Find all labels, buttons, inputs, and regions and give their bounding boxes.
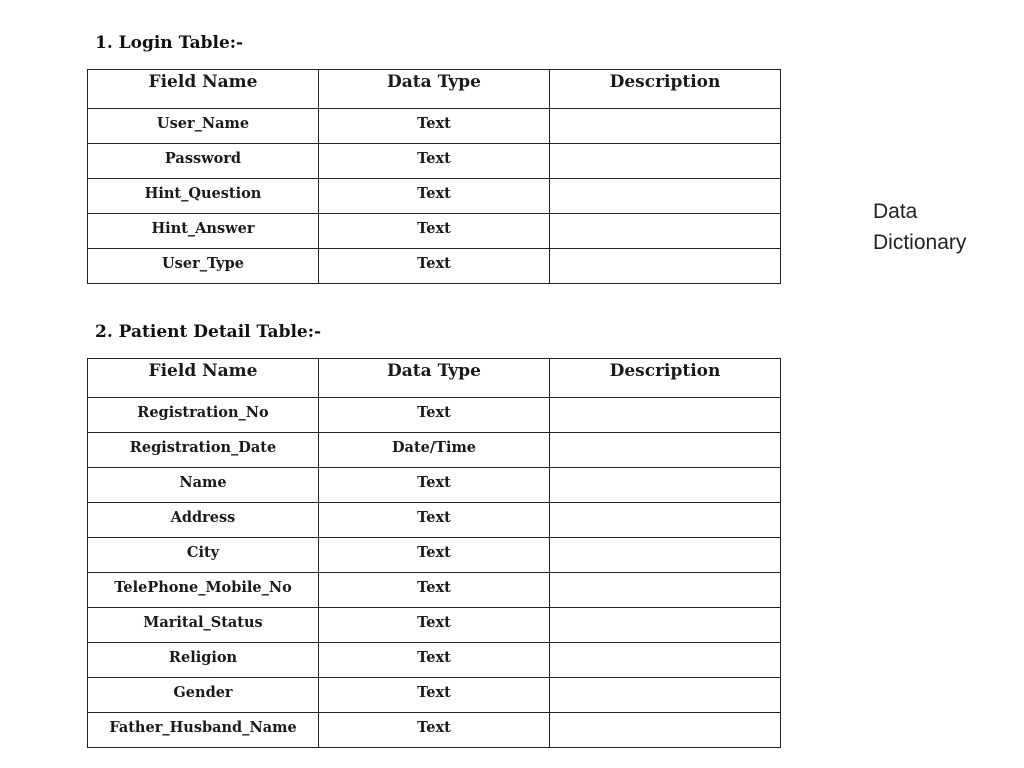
table-row (88, 713, 781, 748)
data-type-cell: Text (319, 144, 550, 179)
data-type-cell: Text (319, 109, 550, 144)
data-type-cell: Text (319, 179, 550, 214)
data-type-cell: Text (319, 468, 550, 503)
field-name-cell: Hint_Question (88, 179, 319, 214)
data-type-cell: Text (319, 713, 550, 748)
field-name-cell: Hint_Answer (88, 214, 319, 249)
table-row (88, 503, 781, 538)
table-row (88, 643, 781, 678)
field-name-cell: Registration_Date (88, 433, 319, 468)
table-row (88, 678, 781, 713)
data-type-cell: Text (319, 538, 550, 573)
data-type-cell: Text (319, 643, 550, 678)
description-cell (550, 249, 781, 284)
description-cell (550, 468, 781, 503)
table-header-row (88, 359, 781, 398)
data-type-cell: Text (319, 678, 550, 713)
data-type-cell: Text (319, 398, 550, 433)
description-cell (550, 503, 781, 538)
field-name-cell: Registration_No (88, 398, 319, 433)
data-type-cell: Text (319, 214, 550, 249)
description-cell (550, 678, 781, 713)
description-cell (550, 109, 781, 144)
table-row (88, 398, 781, 433)
login-table (87, 69, 781, 284)
field-name-cell: Father_Husband_Name (88, 713, 319, 748)
header-field-name: Field Name (88, 70, 319, 109)
data-type-cell: Text (319, 573, 550, 608)
table-row (88, 214, 781, 249)
description-cell (550, 214, 781, 249)
field-name-cell: User_Name (88, 109, 319, 144)
field-name-cell: City (88, 538, 319, 573)
data-type-cell: Text (319, 503, 550, 538)
header-description: Description (550, 70, 781, 109)
patient-detail-table-title: 2. Patient Detail Table:- (95, 322, 322, 342)
description-cell (550, 608, 781, 643)
table-row (88, 573, 781, 608)
table-row (88, 109, 781, 144)
field-name-cell: Name (88, 468, 319, 503)
field-name-cell: User_Type (88, 249, 319, 284)
table-row (88, 249, 781, 284)
table-row (88, 144, 781, 179)
table-row (88, 433, 781, 468)
table-row (88, 468, 781, 503)
table-header-row (88, 70, 781, 109)
field-name-cell: Password (88, 144, 319, 179)
patient-detail-table (87, 358, 781, 748)
data-type-cell: Text (319, 249, 550, 284)
field-name-cell: Gender (88, 678, 319, 713)
description-cell (550, 713, 781, 748)
data-dictionary-label-line2: Dictionary (873, 231, 967, 254)
description-cell (550, 433, 781, 468)
table-row (88, 608, 781, 643)
field-name-cell: Address (88, 503, 319, 538)
table-row (88, 538, 781, 573)
header-field-name: Field Name (88, 359, 319, 398)
header-data-type: Data Type (319, 359, 550, 398)
data-type-cell: Date/Time (319, 433, 550, 468)
login-table-title: 1. Login Table:- (95, 33, 244, 53)
data-dictionary-label (873, 196, 1013, 258)
field-name-cell: TelePhone_Mobile_No (88, 573, 319, 608)
description-cell (550, 538, 781, 573)
header-description: Description (550, 359, 781, 398)
table-row (88, 179, 781, 214)
field-name-cell: Marital_Status (88, 608, 319, 643)
description-cell (550, 573, 781, 608)
description-cell (550, 643, 781, 678)
data-dictionary-label-line1: Data (873, 200, 918, 223)
description-cell (550, 144, 781, 179)
description-cell (550, 398, 781, 433)
header-data-type: Data Type (319, 70, 550, 109)
description-cell (550, 179, 781, 214)
field-name-cell: Religion (88, 643, 319, 678)
data-type-cell: Text (319, 608, 550, 643)
